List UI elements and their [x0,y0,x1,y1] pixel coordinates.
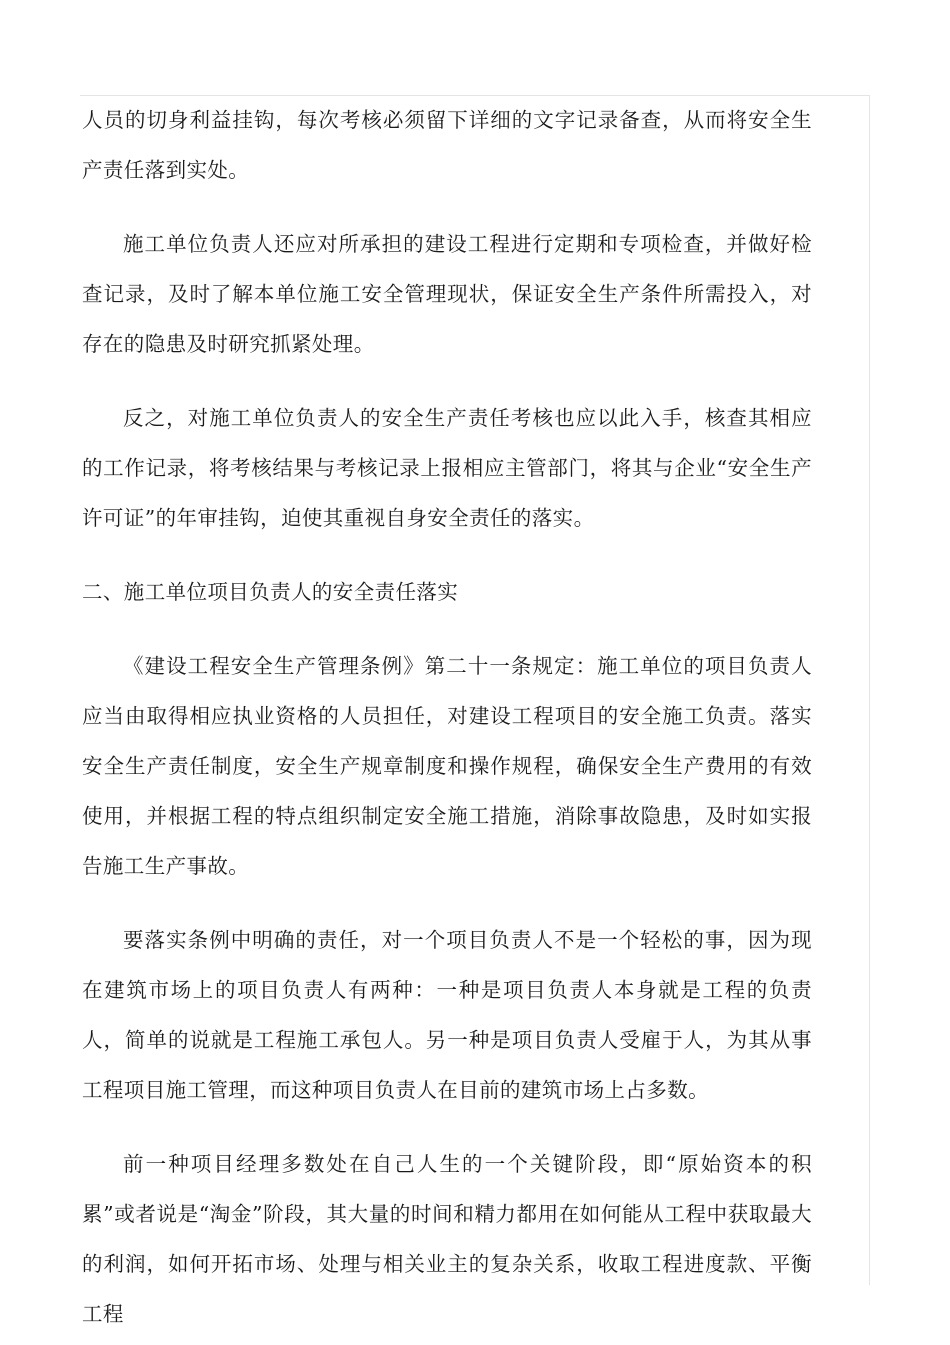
document-body [82,95,812,1339]
paragraph-project-managers: 要落实条例中明确的责任，对一个项目负责人不是一个轻松的事，因为现在建筑市场上的项目负责人有两种：一种是项目负责人本身就是工程的负责人，简单的说就是工程施工承包人。另一种是项目负责人受雇于人，为其从事工程项目施工管理，而这种项目负责人在目前的建筑市场上占多数。 [82,928,812,1102]
paragraph-regulation: 《建设工程安全生产管理条例》第二十一条规定：施工单位的项目负责人应当由取得相应执业资格的人员担任，对建设工程项目的安全施工负责。落实安全生产责任制度，安全生产规章制度和操作规程，确保安全生产费用的有效使用，并根据工程的特点组织制定安全施工措施，消除事故隐患，及时如实报告施工生产事故。 [82,654,812,878]
section-heading: 二、施工单位项目负责人的安全责任落实 [82,580,459,604]
paragraph-assessment: 反之，对施工单位负责人的安全生产责任考核也应以此入手，核查其相应的工作记录，将考核结果与考核记录上报相应主管部门，将其与企业“安全生产许可证”的年审挂钩，迫使其重视自身安全责任的落实。 [82,406,812,530]
page-right-border [869,95,870,1285]
paragraph-continuation: 人员的切身利益挂钩，每次考核必须留下详细的文字记录备查，从而将安全生产责任落到实处。 [82,108,812,182]
paragraph-first-type: 前一种项目经理多数处在自己人生的一个关键阶段，即“原始资本的积累”或者说是“淘金”阶段，其大量的时间和精力都用在如何能从工程中获取最大的利润，如何开拓市场、处理与相关业主的复杂关系，收取工程进度款、平衡工程 [82,1152,812,1326]
paragraph-inspection: 施工单位负责人还应对所承担的建设工程进行定期和专项检查，并做好检查记录，及时了解本单位施工安全管理现状，保证安全生产条件所需投入，对存在的隐患及时研究抓紧处理。 [82,232,812,356]
